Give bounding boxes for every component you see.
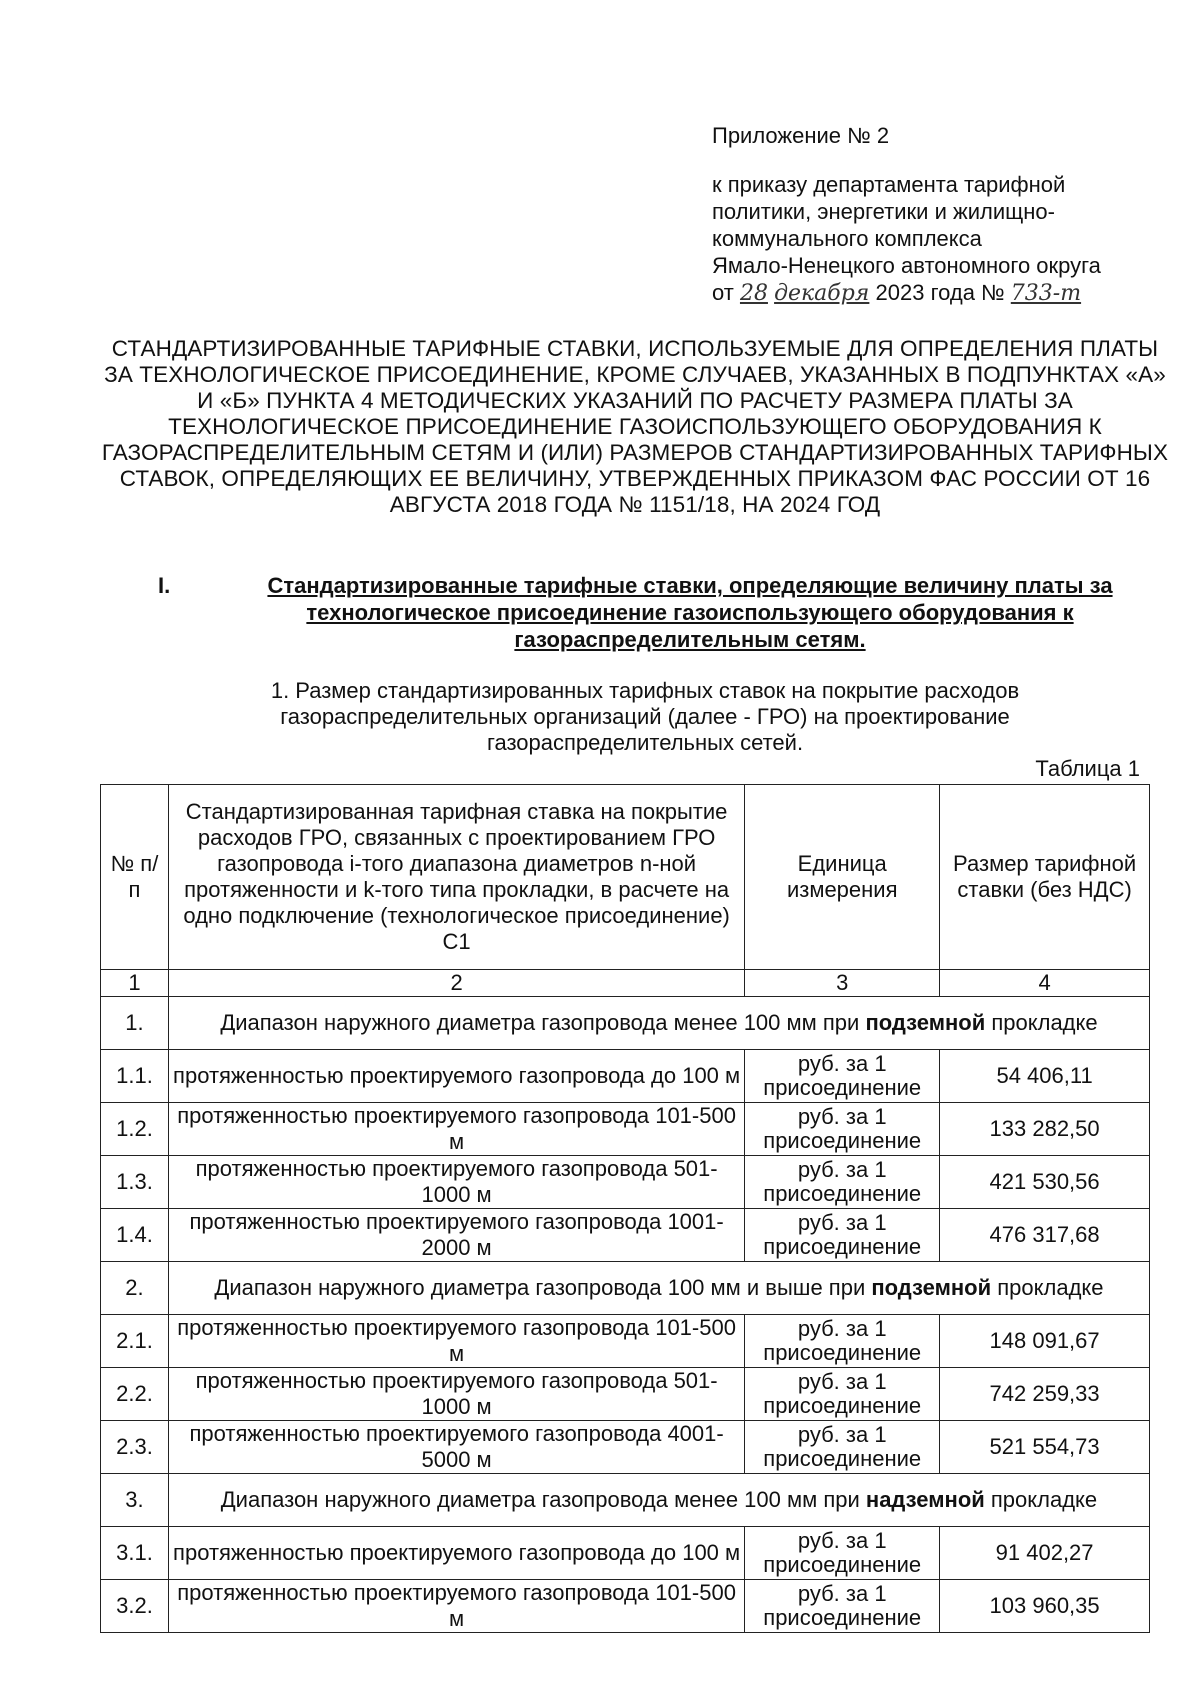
- date-suffix: года №: [930, 280, 1005, 305]
- header-cell: Стандартизированная тарифная ставка на покрытие расходов ГРО, связанных с проектированием ГРО газопровода i-того диапазона диаметров n-ной протяженности и k-того типа прокладки, в расчете на одно подключение (технологическое присоединение) C1: [168, 785, 744, 970]
- header-cell: Размер тарифной ставки (без НДС): [940, 785, 1150, 970]
- group-number: 3.: [101, 1474, 169, 1527]
- group-title-emphasis: подземной: [871, 1275, 992, 1300]
- row-description: протяженностью проектируемого газопровода до 100 м: [168, 1527, 744, 1580]
- group-title-text: прокладке: [991, 1275, 1104, 1300]
- group-title-text: прокладке: [984, 1487, 1098, 1512]
- row-unit: руб. за 1 присоединение: [745, 1368, 940, 1421]
- table-row: [101, 1315, 1150, 1368]
- row-number: 1.1.: [101, 1050, 169, 1103]
- row-description: протяженностью проектируемого газопровода до 100 м: [168, 1050, 744, 1103]
- row-number: 1.3.: [101, 1156, 169, 1209]
- row-number: 2.3.: [101, 1421, 169, 1474]
- annex-date-line: [712, 279, 1172, 307]
- annex-line: Ямало-Ненецкого автономного округа: [712, 253, 1101, 278]
- table-row: [101, 1103, 1150, 1156]
- row-unit: руб. за 1 присоединение: [745, 1209, 940, 1262]
- row-number: 3.1.: [101, 1527, 169, 1580]
- row-description: протяженностью проектируемого газопровода 501-1000 м: [168, 1368, 744, 1421]
- table-row: [101, 1527, 1150, 1580]
- row-value: 54 406,11: [940, 1050, 1150, 1103]
- group-title-text: Диапазон наружного диаметра газопровода менее 100 мм при: [220, 1487, 866, 1512]
- row-description: протяженностью проектируемого газопровода 1001-2000 м: [168, 1209, 744, 1262]
- row-number: 1.2.: [101, 1103, 169, 1156]
- group-title-emphasis: подземной: [865, 1010, 986, 1035]
- rates-table: [100, 784, 1150, 1633]
- header-cell: Единица измерения: [745, 785, 940, 970]
- row-description: протяженностью проектируемого газопровода 101-500 м: [168, 1580, 744, 1633]
- table-row: [101, 1209, 1150, 1262]
- row-unit: руб. за 1 присоединение: [745, 1103, 940, 1156]
- row-description: протяженностью проектируемого газопровода 101-500 м: [168, 1103, 744, 1156]
- row-unit: руб. за 1 присоединение: [745, 1580, 940, 1633]
- table-row: [101, 1368, 1150, 1421]
- row-number: 3.2.: [101, 1580, 169, 1633]
- document-title: СТАНДАРТИЗИРОВАННЫЕ ТАРИФНЫЕ СТАВКИ, ИСПОЛЬЗУЕМЫЕ ДЛЯ ОПРЕДЕЛЕНИЯ ПЛАТЫ ЗА ТЕХНОЛОГИЧЕСКОЕ ПРИСОЕДИНЕНИЕ, КРОМЕ СЛУЧАЕВ, УКАЗАННЫХ В ПОДПУНКТАХ «А» И «Б» ПУНКТА 4 МЕТОДИЧЕСКИХ УКАЗАНИЙ ПО РАСЧЕТУ РАЗМЕРА ПЛАТЫ ЗА ТЕХНОЛОГИЧЕСКОЕ ПРИСОЕДИНЕНИЕ ГАЗОИСПОЛЬЗУЮЩЕГО ОБОРУДОВАНИЯ К ГАЗОРАСПРЕДЕЛИТЕЛЬНЫМ СЕТЯМ И (ИЛИ) РАЗМЕРОВ СТАНДАРТИЗИРОВАННЫХ ТАРИФНЫХ СТАВОК, ОПРЕДЕЛЯЮЩИХ ЕЕ ВЕЛИЧИНУ, УТВЕРЖДЕННЫХ ПРИКАЗОМ ФАС РОССИИ ОТ 16 АВГУСТА 2018 ГОДА № 1151/18, НА 2024 ГОД: [101, 336, 1169, 517]
- annex-number: Приложение № 2: [712, 123, 890, 148]
- row-unit: руб. за 1 присоединение: [745, 1156, 940, 1209]
- row-unit: руб. за 1 присоединение: [745, 1527, 940, 1580]
- column-number-cell: 3: [745, 970, 940, 997]
- row-description: протяженностью проектируемого газопровода 4001-5000 м: [168, 1421, 744, 1474]
- table-intro-paragraph: 1. Размер стандартизированных тарифных ставок на покрытие расходов газораспределительных организаций (далее - ГРО) на проектирование газораспределительных сетей.: [270, 678, 1020, 755]
- table-row: [101, 1580, 1150, 1633]
- group-row: [101, 1474, 1150, 1527]
- group-title: [168, 1474, 1149, 1527]
- table-header-row: [101, 785, 1150, 970]
- row-unit: руб. за 1 присоединение: [745, 1315, 940, 1368]
- row-unit: руб. за 1 присоединение: [745, 1050, 940, 1103]
- row-description: протяженностью проектируемого газопровода 501-1000 м: [168, 1156, 744, 1209]
- row-value: 476 317,68: [940, 1209, 1150, 1262]
- table-row: [101, 1156, 1150, 1209]
- group-number: 1.: [101, 997, 169, 1050]
- date-month: декабря: [774, 281, 870, 306]
- section-heading-text: Стандартизированные тарифные ставки, определяющие величину платы за технологическое присоединение газоиспользующего оборудования к газораспределительным сетям.: [267, 573, 1113, 652]
- row-number: 2.2.: [101, 1368, 169, 1421]
- group-number: 2.: [101, 1262, 169, 1315]
- group-title-text: Диапазон наружного диаметра газопровода 100 мм и выше при: [214, 1275, 872, 1300]
- table-label: Таблица 1: [1035, 756, 1140, 781]
- table-row: [101, 1050, 1150, 1103]
- group-title-text: прокладке: [985, 1010, 1098, 1035]
- group-title: [168, 1262, 1149, 1315]
- annex-block: [712, 122, 1172, 307]
- annex-line: к приказу департамента тарифной: [712, 172, 1066, 197]
- date-year: 2023: [875, 280, 925, 305]
- row-value: 742 259,33: [940, 1368, 1150, 1421]
- column-number-cell: 2: [168, 970, 744, 997]
- row-value: 148 091,67: [940, 1315, 1150, 1368]
- header-cell: № п/п: [101, 785, 169, 970]
- group-title-text: Диапазон наружного диаметра газопровода менее 100 мм при: [220, 1010, 866, 1035]
- group-title-emphasis: надземной: [865, 1487, 985, 1512]
- date-prefix: от: [712, 280, 734, 305]
- date-day: 28: [739, 281, 768, 306]
- row-value: 133 282,50: [940, 1103, 1150, 1156]
- group-title: [168, 997, 1149, 1050]
- row-value: 421 530,56: [940, 1156, 1150, 1209]
- row-value: 103 960,35: [940, 1580, 1150, 1633]
- row-value: 521 554,73: [940, 1421, 1150, 1474]
- row-unit: руб. за 1 присоединение: [745, 1421, 940, 1474]
- table-row: [101, 1421, 1150, 1474]
- row-number: 2.1.: [101, 1315, 169, 1368]
- column-number-row: [101, 970, 1150, 997]
- group-row: [101, 997, 1150, 1050]
- section-roman-number: I.: [158, 573, 171, 598]
- row-number: 1.4.: [101, 1209, 169, 1262]
- order-number: 733-т: [1010, 281, 1082, 306]
- column-number-cell: 1: [101, 970, 169, 997]
- row-value: 91 402,27: [940, 1527, 1150, 1580]
- annex-line: коммунального комплекса: [712, 226, 982, 251]
- annex-line: политики, энергетики и жилищно-: [712, 199, 1055, 224]
- group-row: [101, 1262, 1150, 1315]
- row-description: протяженностью проектируемого газопровода 101-500 м: [168, 1315, 744, 1368]
- column-number-cell: 4: [940, 970, 1150, 997]
